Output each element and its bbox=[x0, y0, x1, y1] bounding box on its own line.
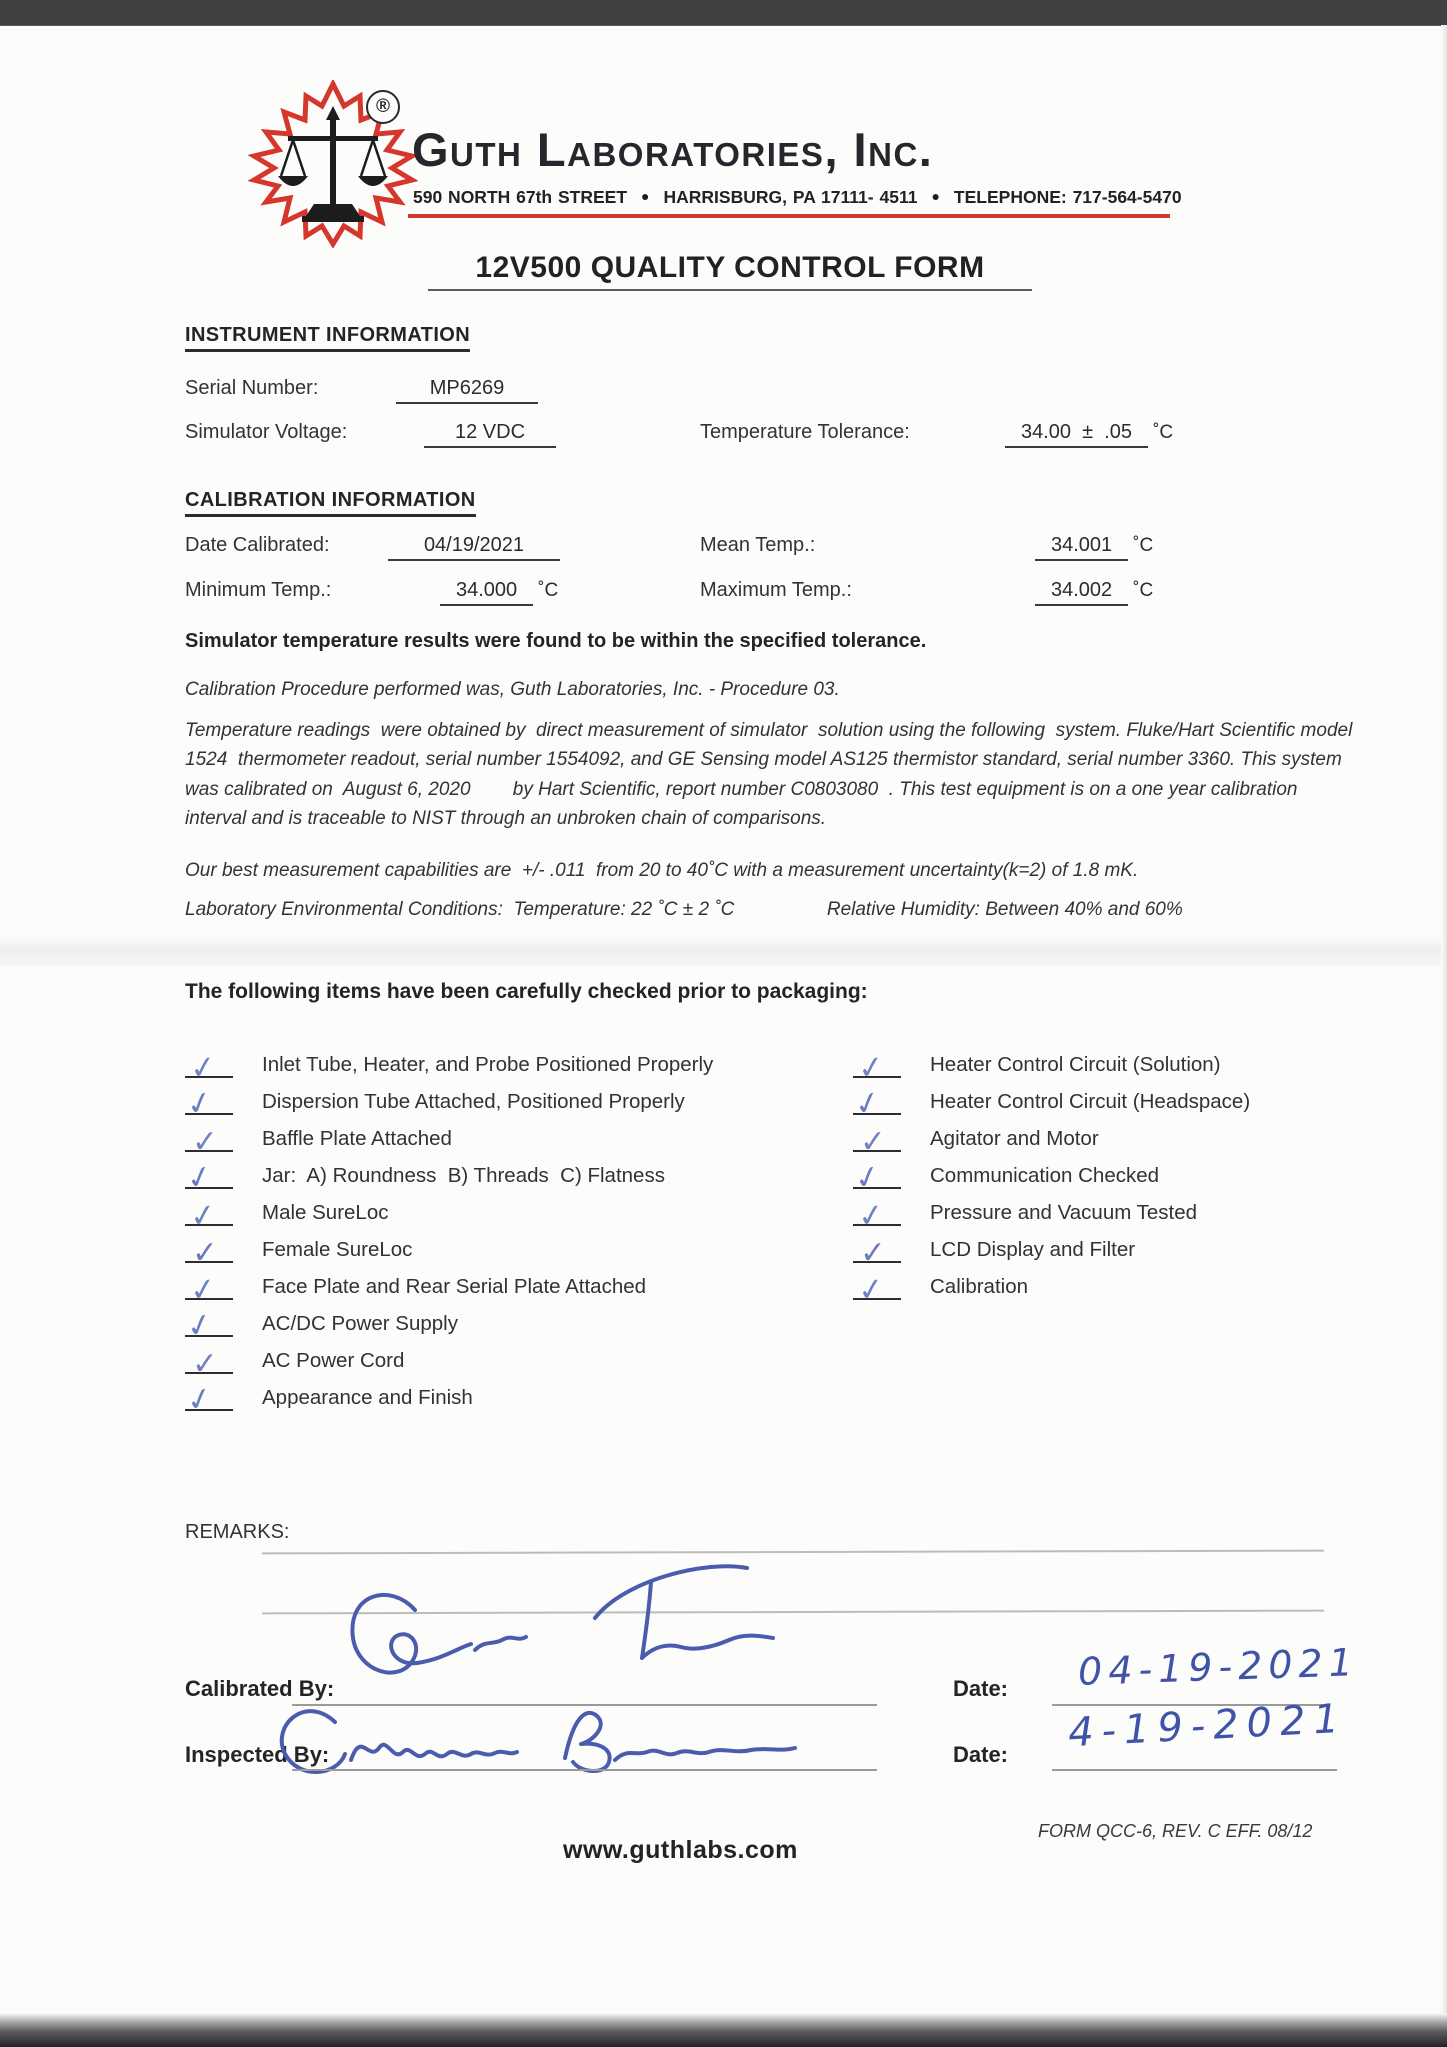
checkmark-icon: ✓ bbox=[855, 1048, 887, 1087]
checklist-item: ✓ Dispersion Tube Attached, Positioned Properly bbox=[182, 1083, 685, 1124]
checkmark-icon: ✓ bbox=[182, 1157, 217, 1198]
checkmark-icon: ✓ bbox=[855, 1270, 887, 1309]
checkmark-icon: ✓ bbox=[182, 1083, 217, 1124]
inspected-signature bbox=[255, 1692, 895, 1787]
checkmark-icon: ✓ bbox=[191, 1123, 219, 1160]
relative-humidity: Relative Humidity: Between 40% and 60% bbox=[826, 899, 1183, 920]
bullet-separator: ● bbox=[931, 188, 940, 204]
mean-temp-value: 34.001 ˚C bbox=[1035, 534, 1153, 561]
maximum-temp-label: Maximum Temp.: bbox=[700, 579, 852, 601]
checklist-item: ✓ AC/DC Power Supply bbox=[182, 1305, 458, 1346]
checkmark-icon: ✓ bbox=[855, 1196, 887, 1235]
checklist-item: ✓ Appearance and Finish bbox=[182, 1379, 473, 1420]
maximum-temp-value: 34.002 ˚C bbox=[1035, 579, 1153, 606]
inspected-date-line bbox=[1052, 1769, 1337, 1771]
calibrated-date-label: Date: bbox=[953, 1676, 1009, 1701]
checkbox bbox=[853, 1194, 903, 1235]
registered-trademark: ® bbox=[366, 90, 400, 124]
remarks-label: REMARKS: bbox=[185, 1521, 290, 1543]
checkbox bbox=[185, 1194, 235, 1235]
environment-line bbox=[185, 895, 1355, 924]
checklist-item: ✓ Heater Control Circuit (Solution) bbox=[853, 1046, 1250, 1083]
scan-artifact-right-edge bbox=[1441, 25, 1447, 2015]
company-address-line bbox=[413, 187, 1182, 208]
checkmark-icon: ✓ bbox=[182, 1379, 217, 1420]
environment-conditions: Laboratory Environmental Conditions: Temperature: 22 ˚C ± 2 ˚C bbox=[185, 899, 735, 920]
checkmark-icon: ✓ bbox=[850, 1157, 885, 1198]
checklist-right-column bbox=[850, 1046, 1251, 1309]
date-calibrated-label: Date Calibrated: bbox=[185, 534, 330, 556]
inspected-by-label: Inspected By: bbox=[185, 1742, 330, 1767]
checklist-heading: The following items have been carefully checked prior to packaging: bbox=[185, 980, 868, 1003]
checklist-item: ✓ Male SureLoc bbox=[185, 1194, 713, 1231]
checkbox bbox=[850, 1083, 903, 1124]
checklist-item: ✓ AC Power Cord bbox=[185, 1342, 713, 1379]
city-address: HARRISBURG, PA 17111- 4511 bbox=[663, 187, 918, 207]
checkmark-icon: ✓ bbox=[859, 1123, 887, 1160]
minimum-temp-value: 34.000 ˚C bbox=[440, 579, 558, 606]
street-address: 590 NORTH 67th STREET bbox=[413, 187, 628, 207]
checkbox bbox=[850, 1157, 903, 1198]
checkbox bbox=[853, 1046, 903, 1087]
form-title: 12V500 QUALITY CONTROL FORM bbox=[428, 251, 1032, 291]
inspected-date-value: 4-19-2021 bbox=[1066, 1695, 1349, 1757]
checklist-item: ✓ Female SureLoc bbox=[185, 1231, 713, 1268]
checkmark-icon: ✓ bbox=[191, 1345, 219, 1382]
website-url: www.guthlabs.com bbox=[563, 1836, 798, 1864]
system-paragraph: Temperature readings were obtained by direct measurement of simulator solution using the following system. Fluke/Hart Scientific model 1524 thermometer readout, serial number 1554092, and GE Sensing model AS125 thermistor standard, serial number 3360. This system was calibrated on August 6, 2020 by Hart Scientific, report number C0803080 . This test equipment is on a one year calibration interval and is traceable to NIST through an unbroken chain of comparisons. bbox=[185, 720, 1358, 830]
company-name: Guth Laboratories, Inc. bbox=[412, 123, 934, 176]
scan-artifact-band bbox=[0, 936, 1447, 966]
temperature-tolerance-label: Temperature Tolerance: bbox=[700, 421, 910, 443]
checklist-item: ✓ Face Plate and Rear Serial Plate Attached bbox=[185, 1268, 713, 1305]
calibration-info-heading: CALIBRATION INFORMATION bbox=[185, 489, 476, 517]
checkbox bbox=[853, 1268, 903, 1309]
checklist-item: ✓ LCD Display and Filter bbox=[853, 1231, 1250, 1268]
checklist-item: ✓ Communication Checked bbox=[850, 1157, 1160, 1198]
checkbox bbox=[185, 1342, 235, 1382]
scan-artifact-bottom bbox=[0, 2013, 1447, 2047]
checklist-item: ✓ Inlet Tube, Heater, and Probe Positioned Properly bbox=[185, 1046, 713, 1083]
checklist-item: ✓ Pressure and Vacuum Tested bbox=[853, 1194, 1250, 1231]
serial-number-value: MP6269 bbox=[396, 377, 538, 404]
checkmark-icon: ✓ bbox=[187, 1196, 219, 1235]
checkmark-icon: ✓ bbox=[182, 1305, 217, 1346]
checkbox bbox=[185, 1120, 235, 1160]
mean-temp-label: Mean Temp.: bbox=[700, 534, 816, 556]
date-calibrated-value: 04/19/2021 bbox=[388, 534, 560, 561]
checkbox bbox=[185, 1268, 235, 1309]
inspected-date-label: Date: bbox=[953, 1742, 1009, 1767]
checklist-item: ✓ Jar: A) Roundness B) Threads C) Flatness bbox=[182, 1157, 665, 1198]
simulator-voltage-value: 12 VDC bbox=[424, 421, 556, 448]
checklist-item: ✓ Agitator and Motor bbox=[853, 1120, 1250, 1157]
phone-number: TELEPHONE: 717-564-5470 bbox=[953, 187, 1182, 207]
form-number: FORM QCC-6, REV. C EFF. 08/12 bbox=[1038, 1821, 1313, 1841]
procedure-paragraph: Calibration Procedure performed was, Guth Laboratories, Inc. - Procedure 03. bbox=[185, 679, 840, 700]
minimum-temp-label: Minimum Temp.: bbox=[185, 579, 332, 601]
checkmark-icon: ✓ bbox=[850, 1083, 885, 1124]
tolerance-statement: Simulator temperature results were found to be within the specified tolerance. bbox=[185, 630, 927, 652]
checkbox bbox=[853, 1231, 903, 1271]
checkbox bbox=[185, 1231, 235, 1271]
checkbox bbox=[182, 1379, 235, 1420]
simulator-voltage-label: Simulator Voltage: bbox=[185, 421, 348, 443]
checkmark-icon: ✓ bbox=[187, 1270, 219, 1309]
inspected-signature-line bbox=[292, 1769, 877, 1771]
checklist-left-column bbox=[182, 1046, 714, 1420]
checkmark-icon: ✓ bbox=[859, 1234, 887, 1271]
checklist-item: ✓ Calibration bbox=[853, 1268, 1250, 1305]
checkbox bbox=[182, 1083, 235, 1124]
checkbox bbox=[182, 1157, 235, 1198]
header-red-rule bbox=[408, 214, 1170, 218]
checkmark-icon: ✓ bbox=[191, 1234, 219, 1271]
calibrated-signature bbox=[295, 1552, 875, 1702]
serial-number-label: Serial Number: bbox=[185, 377, 319, 399]
calibrated-by-label: Calibrated By: bbox=[185, 1676, 335, 1701]
checklist-item: ✓ Baffle Plate Attached bbox=[185, 1120, 713, 1157]
checkmark-icon: ✓ bbox=[187, 1048, 219, 1087]
checkbox bbox=[853, 1120, 903, 1160]
instrument-info-heading: INSTRUMENT INFORMATION bbox=[185, 324, 470, 352]
checklist-item: ✓ Heater Control Circuit (Headspace) bbox=[850, 1083, 1251, 1124]
bullet-separator: ● bbox=[641, 188, 650, 204]
scan-artifact-top bbox=[0, 0, 1447, 26]
calibrated-date-value: 04-19-2021 bbox=[1077, 1640, 1360, 1694]
temperature-tolerance-value: 34.00 ± .05 ˚C bbox=[1005, 421, 1173, 448]
checkbox bbox=[185, 1046, 235, 1087]
capability-paragraph: Our best measurement capabilities are +/- .011 from 20 to 40˚C with a measurement uncertainty(k=2) of 1.8 mK. bbox=[185, 860, 1139, 881]
checkbox bbox=[182, 1305, 235, 1346]
